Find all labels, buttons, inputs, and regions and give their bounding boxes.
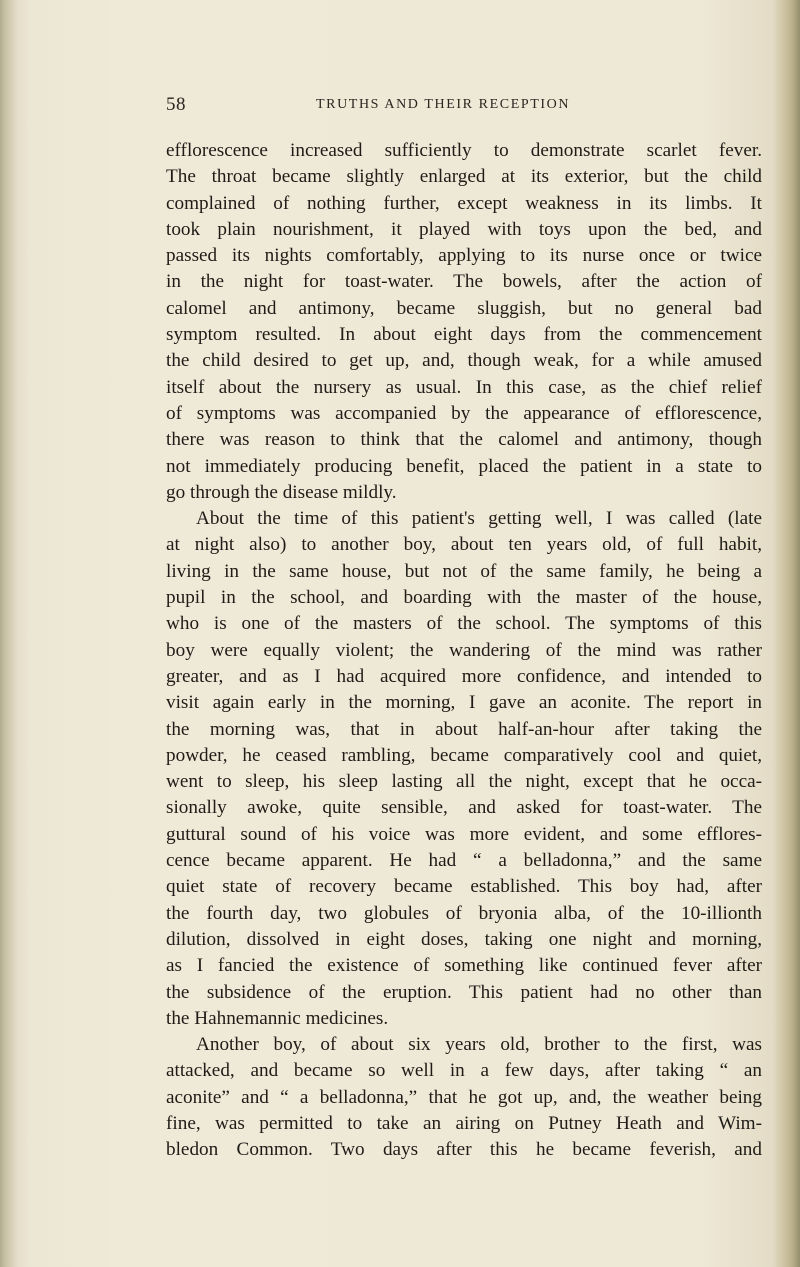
running-head: TRUTHS AND THEIR RECEPTION (316, 97, 571, 112)
text-line: dilution, dissolved in eight doses, taking one night and morning, (166, 928, 762, 950)
text-line: took plain nourishment, it played with toys upon the bed, and (166, 218, 762, 240)
text-line: fine, was permitted to take an airing on Putney Heath and Wim- (166, 1112, 762, 1134)
text-line: the Hahnemannic medicines. (166, 1007, 389, 1029)
text-line: not immediately producing benefit, placed the patient in a state to (166, 455, 762, 477)
page-number: 58 (166, 94, 186, 115)
text-line: aconite” and “ a belladonna,” that he got up, and, the weather being (166, 1086, 762, 1108)
text-line: powder, he ceased rambling, became comparatively cool and quiet, (166, 744, 762, 766)
text-line: went to sleep, his sleep lasting all the night, except that he occa- (166, 771, 762, 793)
text-line: pupil in the school, and boarding with the master of the house, (166, 587, 762, 609)
text-line: sionally awoke, quite sensible, and asked for toast-water. The (166, 797, 762, 819)
text-line: at night also) to another boy, about ten years old, of full habit, (166, 534, 762, 556)
text-line: itself about the nursery as usual. In this case, as the chief relief (166, 376, 762, 398)
text-line: in the night for toast-water. The bowels, after the action of (166, 271, 762, 293)
binding-gutter (0, 0, 18, 1267)
text-line: visit again early in the morning, I gave an aconite. The report in (166, 692, 762, 714)
text-line: symptom resulted. In about eight days from the commencement (166, 324, 762, 346)
text-line: efflorescence increased sufficiently to demonstrate scarlet fever. (166, 140, 762, 161)
text-line: living in the same house, but not of the same family, he being a (166, 560, 762, 582)
text-line: boy were equally violent; the wandering of the mind was rather (166, 639, 762, 661)
text-line: About the time of this patient's getting well, I was called (late (196, 508, 762, 530)
text-line: quiet state of recovery became established. This boy had, after (166, 876, 762, 898)
text-line: go through the disease mildly. (166, 481, 397, 503)
text-line: the morning was, that in about half-an-hour after taking the (166, 718, 762, 740)
text-line: of symptoms was accompanied by the appearance of efflorescence, (166, 402, 762, 424)
text-line: Another boy, of about six years old, brother to the first, was (196, 1034, 762, 1056)
text-line: cence became apparent. He had “ a belladonna,” and the same (166, 850, 762, 872)
text-line: The throat became slightly enlarged at its exterior, but the child (166, 166, 762, 188)
text-line: greater, and as I had acquired more confidence, and intended to (166, 665, 762, 687)
text-line: guttural sound of his voice was more evident, and some efflores- (166, 823, 762, 845)
text-line: calomel and antimony, became sluggish, but no general bad (166, 297, 762, 319)
body-text (166, 138, 762, 1164)
page-header (0, 94, 800, 124)
text-line: there was reason to think that the calomel and antimony, though (166, 429, 762, 451)
text-line: the child desired to get up, and, though weak, for a while amused (166, 350, 762, 372)
text-line: complained of nothing further, except weakness in its limbs. It (166, 192, 762, 214)
text-line: passed its nights comfortably, applying to its nurse once or twice (166, 245, 762, 267)
page-edge (774, 0, 800, 1267)
text-line: the fourth day, two globules of bryonia alba, of the 10-illionth (166, 902, 762, 924)
text-line: who is one of the masters of the school. The symptoms of this (166, 613, 762, 635)
text-line: attacked, and became so well in a few days, after taking “ an (166, 1060, 762, 1082)
text-line: bledon Common. Two days after this he became feverish, and (166, 1139, 762, 1161)
text-line: as I fancied the existence of something like continued fever after (166, 955, 762, 977)
text-line: the subsidence of the eruption. This patient had no other than (166, 981, 762, 1003)
